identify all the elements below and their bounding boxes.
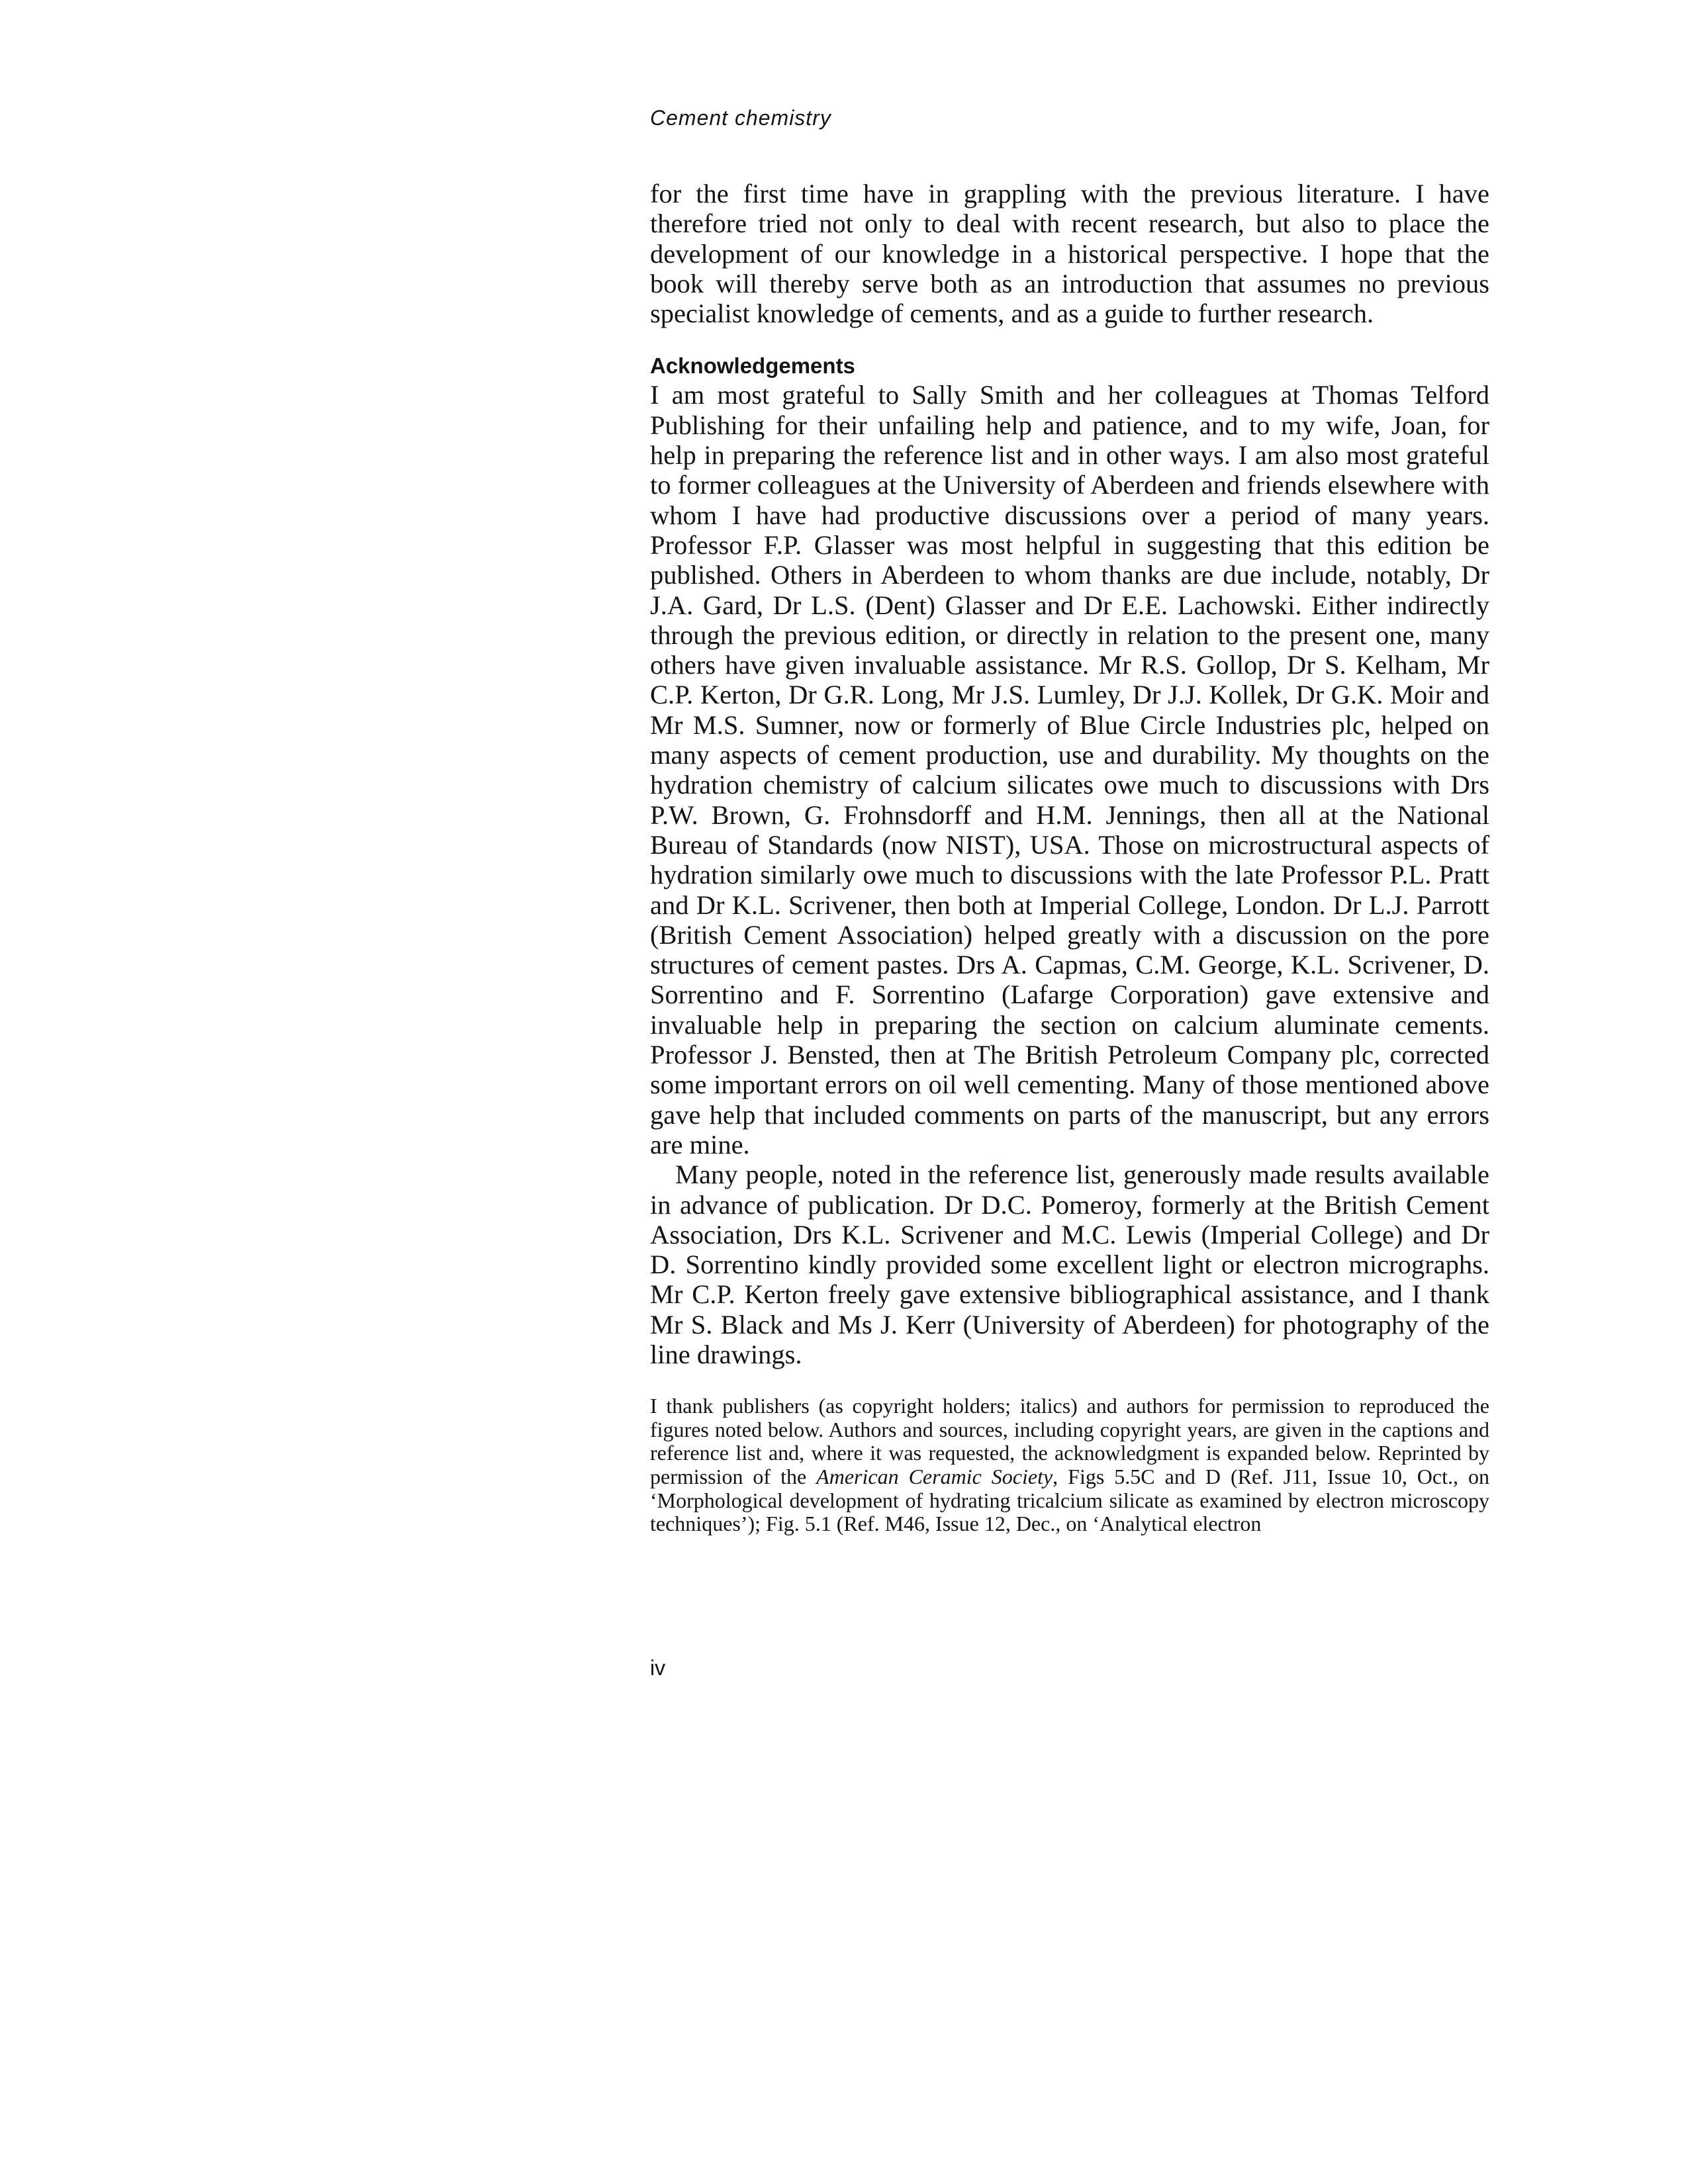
page-number: iv <box>650 1656 666 1680</box>
permissions-tail: , Figs 5.5C and D (Ref. J11, Issue 10, Oct., on ‘Morphological development of hydrating tricalcium silicate as examined by electron microscopy techniques’); Fig. 5.1 (Ref. M46, Issue 12, Dec., on ‘Analytical electron <box>650 1465 1490 1536</box>
acknowledgements-paragraph-2: Many people, noted in the reference list, generously made results available in advance of publication. Dr D.C. Pomeroy, formerly at the British Cement Association, Drs K.L. Scrivener and M.C. Lewis (Imperial College) and Dr D. Sorrentino kindly provided some excellent light or electron micrographs. Mr C.P. Kerton freely gave extensive bibliographical assistance, and I thank Mr S. Black and Ms J. Kerr (University of Aberdeen) for photography of the line drawings. <box>650 1160 1489 1369</box>
page-body <box>650 179 1489 1536</box>
permissions-society: American Ceramic Society <box>816 1465 1053 1489</box>
intro-paragraph: for the first time have in grappling with the previous literature. I have therefore tried not only to deal with recent research, but also to place the development of our knowledge in a historical perspective. I hope that the book will thereby serve both as an introduction that assumes no previous specialist knowledge of cements, and as a guide to further research. <box>650 179 1489 329</box>
permissions-paragraph <box>650 1394 1489 1536</box>
permissions-lead: I thank publishers (as copyright holders; italics) and authors for permission to reproduced the figures noted below. Authors and sources, including copyright years, are given in the captions and reference list and, where it was requested, the acknowledgment is expanded below. Reprinted by permission of the <box>650 1394 1489 1489</box>
acknowledgements-paragraph-1: I am most grateful to Sally Smith and her colleagues at Thomas Telford Publishing for their unfailing help and patience, and to my wife, Joan, for help in preparing the reference list and in other ways. I am also most grateful to former colleagues at the University of Aberdeen and friends elsewhere with whom I have had productive discussions over a period of many years. Professor F.P. Glasser was most helpful in suggesting that this edition be published. Others in Aberdeen to whom thanks are due include, notably, Dr J.A. Gard, Dr L.S. (Dent) Glasser and Dr E.E. Lachowski. Either indirectly through the previous edition, or directly in relation to the present one, many others have given invaluable assistance. Mr R.S. Gollop, Dr S. Kelham, Mr C.P. Kerton, Dr G.R. Long, Mr J.S. Lumley, Dr J.J. Kollek, Dr G.K. Moir and Mr M.S. Sumner, now or formerly of Blue Circle Industries plc, helped on many aspects of cement production, use and durability. My thoughts on the hydration chemistry of calcium silicates owe much to discussions with Drs P.W. Brown, G. Frohnsdorff and H.M. Jennings, then all at the National Bureau of Standards (now NIST), USA. Those on microstructural aspects of hydration similarly owe much to discussions with the late Professor P.L. Pratt and Dr K.L. Scrivener, then both at Imperial College, London. Dr L.J. Parrott (British Cement Association) helped greatly with a discussion on the pore structures of cement pastes. Drs A. Capmas, C.M. George, K.L. Scrivener, D. Sorrentino and F. Sorrentino (Lafarge Corporation) gave extensive and invaluable help in preparing the section on calcium aluminate cements. Professor J. Bensted, then at The British Petroleum Company plc, corrected some important errors on oil well cementing. Many of those mentioned above gave help that included comments on parts of the manuscript, but any errors are mine. <box>650 380 1489 1160</box>
acknowledgements-heading: Acknowledgements <box>650 353 855 379</box>
running-head: Cement chemistry <box>650 106 831 130</box>
